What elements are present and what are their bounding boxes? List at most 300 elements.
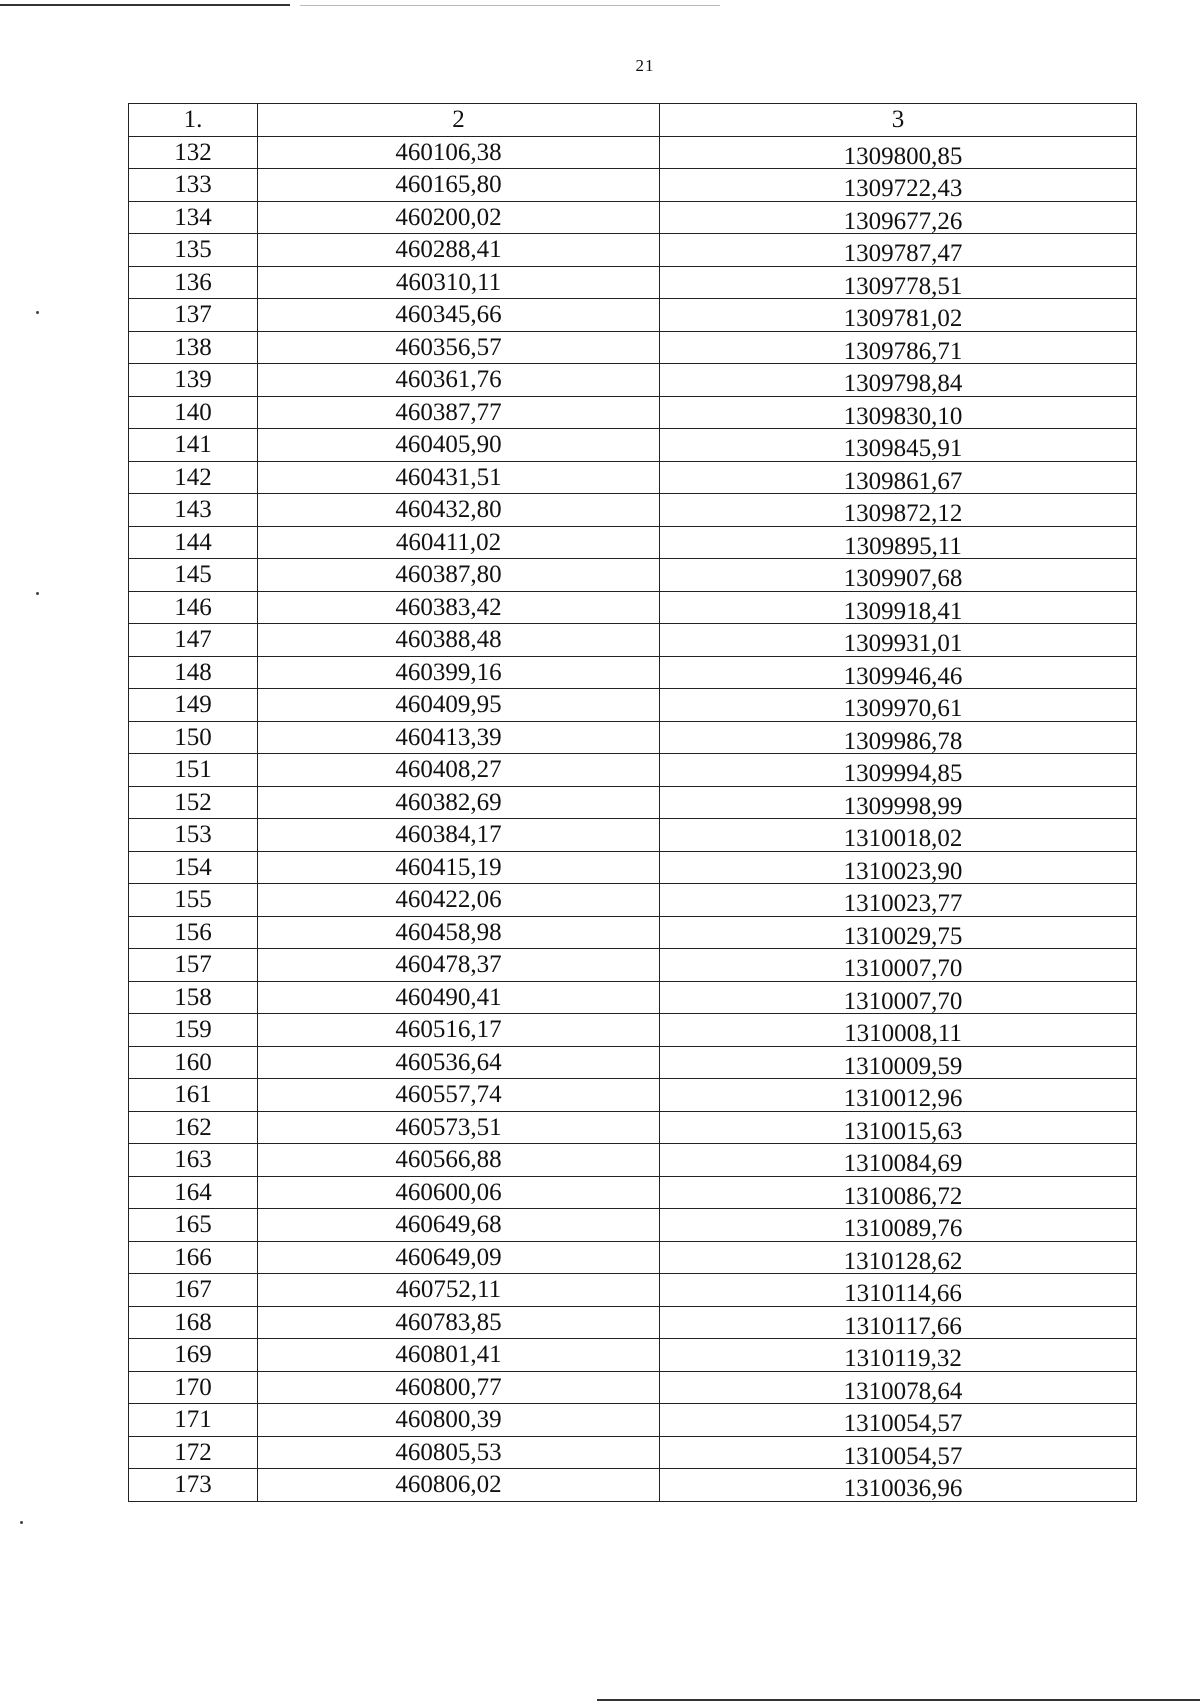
x-coordinate-cell xyxy=(258,689,660,722)
x-coordinate-text: 460384,17 xyxy=(395,821,502,849)
y-coordinate-cell xyxy=(660,234,1137,267)
y-coordinate-cell xyxy=(660,1306,1137,1339)
y-coordinate-cell xyxy=(660,429,1137,462)
point-number-text: 153 xyxy=(174,821,212,849)
x-coordinate-text: 460408,27 xyxy=(395,756,502,784)
table-row xyxy=(129,1241,1137,1274)
x-coordinate-cell xyxy=(258,1079,660,1112)
x-coordinate-text: 460458,98 xyxy=(395,918,502,946)
point-number-text: 136 xyxy=(174,268,212,296)
point-number-text: 162 xyxy=(174,1113,212,1141)
point-number-cell xyxy=(129,754,258,787)
table-row xyxy=(129,526,1137,559)
table-row xyxy=(129,591,1137,624)
point-number-text: 144 xyxy=(174,528,212,556)
table-row xyxy=(129,656,1137,689)
point-number-text: 143 xyxy=(174,496,212,524)
x-coordinate-cell xyxy=(258,559,660,592)
point-number-cell xyxy=(129,981,258,1014)
x-coordinate-text: 460801,41 xyxy=(395,1341,502,1369)
y-coordinate-text: 1309861,67 xyxy=(843,467,963,494)
point-number-text: 140 xyxy=(174,398,212,426)
x-coordinate-cell xyxy=(258,916,660,949)
y-coordinate-cell xyxy=(660,656,1137,689)
y-coordinate-cell xyxy=(660,559,1137,592)
point-number-text: 148 xyxy=(174,658,212,686)
x-coordinate-text: 460200,02 xyxy=(395,203,502,231)
point-number-text: 163 xyxy=(174,1146,212,1174)
point-number-cell xyxy=(129,331,258,364)
point-number-text: 133 xyxy=(174,171,212,199)
y-coordinate-text: 1309722,43 xyxy=(843,175,963,201)
x-coordinate-cell xyxy=(258,266,660,299)
x-coordinate-cell xyxy=(258,234,660,267)
point-number-text: 152 xyxy=(174,788,212,816)
x-coordinate-cell xyxy=(258,1339,660,1372)
x-coordinate-text: 460600,06 xyxy=(395,1178,502,1206)
x-coordinate-cell xyxy=(258,721,660,754)
x-coordinate-text: 460432,80 xyxy=(395,496,502,524)
table-row xyxy=(129,851,1137,884)
y-coordinate-text: 1309786,71 xyxy=(843,337,963,364)
y-coordinate-text: 1309845,91 xyxy=(843,435,963,461)
table-row xyxy=(129,916,1137,949)
y-coordinate-text: 1309798,84 xyxy=(843,370,963,396)
scan-speck xyxy=(36,592,39,595)
point-number-cell xyxy=(129,851,258,884)
table-row xyxy=(129,1371,1137,1404)
point-number-cell xyxy=(129,299,258,332)
y-coordinate-text: 1310114,66 xyxy=(844,1280,962,1306)
point-number-cell xyxy=(129,591,258,624)
point-number-cell xyxy=(129,656,258,689)
table-row xyxy=(129,136,1137,169)
point-number-cell xyxy=(129,201,258,234)
point-number-text: 160 xyxy=(174,1048,212,1076)
x-coordinate-text: 460573,51 xyxy=(395,1113,502,1141)
y-coordinate-cell xyxy=(660,981,1137,1014)
table-row xyxy=(129,1046,1137,1079)
x-coordinate-cell xyxy=(258,1306,660,1339)
y-coordinate-cell xyxy=(660,819,1137,852)
point-number-cell xyxy=(129,786,258,819)
x-coordinate-text: 460288,41 xyxy=(395,236,502,264)
x-coordinate-text: 460310,11 xyxy=(395,268,502,296)
x-coordinate-cell xyxy=(258,1371,660,1404)
y-coordinate-cell xyxy=(660,721,1137,754)
x-coordinate-cell xyxy=(258,429,660,462)
point-number-text: 169 xyxy=(174,1341,212,1369)
table-row xyxy=(129,364,1137,397)
y-coordinate-cell xyxy=(660,1339,1137,1372)
table-row xyxy=(129,721,1137,754)
point-number-text: 172 xyxy=(174,1438,212,1466)
y-coordinate-cell xyxy=(660,299,1137,332)
y-coordinate-text: 1310023,90 xyxy=(843,857,963,884)
point-number-cell xyxy=(129,429,258,462)
point-number-text: 142 xyxy=(174,463,212,491)
point-number-text: 159 xyxy=(174,1016,212,1044)
table-row xyxy=(129,396,1137,429)
x-coordinate-cell xyxy=(258,396,660,429)
y-coordinate-cell xyxy=(660,396,1137,429)
point-number-cell xyxy=(129,721,258,754)
y-coordinate-text: 1309895,11 xyxy=(844,532,962,559)
point-number-text: 164 xyxy=(174,1178,212,1206)
x-coordinate-text: 460806,02 xyxy=(395,1471,502,1499)
x-coordinate-cell xyxy=(258,1436,660,1469)
y-coordinate-cell xyxy=(660,1274,1137,1307)
x-coordinate-cell xyxy=(258,851,660,884)
y-coordinate-text: 1309781,02 xyxy=(843,305,963,331)
x-coordinate-text: 460387,80 xyxy=(395,561,502,589)
point-number-text: 170 xyxy=(174,1373,212,1401)
y-coordinate-cell xyxy=(660,1404,1137,1437)
point-number-text: 137 xyxy=(174,301,212,329)
x-coordinate-text: 460800,39 xyxy=(395,1406,502,1434)
point-number-text: 157 xyxy=(174,951,212,979)
table-row xyxy=(129,819,1137,852)
x-coordinate-cell xyxy=(258,591,660,624)
y-coordinate-cell xyxy=(660,1371,1137,1404)
x-coordinate-text: 460478,37 xyxy=(395,951,502,979)
y-coordinate-text: 1310023,77 xyxy=(843,890,963,916)
y-coordinate-cell xyxy=(660,851,1137,884)
table-body xyxy=(129,104,1137,1502)
x-coordinate-cell xyxy=(258,1176,660,1209)
y-coordinate-cell xyxy=(660,591,1137,624)
y-coordinate-cell xyxy=(660,136,1137,169)
point-number-cell xyxy=(129,1209,258,1242)
y-coordinate-text: 1309677,26 xyxy=(843,207,963,234)
x-coordinate-cell xyxy=(258,1404,660,1437)
y-coordinate-text: 1310007,70 xyxy=(843,987,963,1014)
point-number-cell xyxy=(129,234,258,267)
y-coordinate-text: 1310007,70 xyxy=(843,955,963,981)
y-coordinate-text: 1310018,02 xyxy=(843,825,963,851)
table-row xyxy=(129,234,1137,267)
x-coordinate-cell xyxy=(258,1144,660,1177)
x-coordinate-text: 460800,77 xyxy=(395,1373,502,1401)
scan-speck xyxy=(36,311,39,314)
coordinates-table xyxy=(128,103,1137,1502)
x-coordinate-text: 460783,85 xyxy=(395,1308,502,1336)
x-coordinate-text: 460388,48 xyxy=(395,626,502,654)
table-row xyxy=(129,201,1137,234)
table-row xyxy=(129,1176,1137,1209)
table-row xyxy=(129,1111,1137,1144)
x-coordinate-text: 460383,42 xyxy=(395,593,502,621)
y-coordinate-text: 1309800,85 xyxy=(843,142,963,169)
y-coordinate-text: 1309946,46 xyxy=(843,662,963,689)
x-coordinate-cell xyxy=(258,136,660,169)
y-coordinate-text: 1309931,01 xyxy=(843,630,963,656)
table-row xyxy=(129,429,1137,462)
x-coordinate-text: 460431,51 xyxy=(395,463,502,491)
table-row xyxy=(129,1469,1137,1502)
table-row xyxy=(129,1274,1137,1307)
point-number-text: 134 xyxy=(174,203,212,231)
point-number-cell xyxy=(129,1436,258,1469)
y-coordinate-text: 1310036,96 xyxy=(843,1475,963,1501)
x-coordinate-cell xyxy=(258,169,660,202)
x-coordinate-text: 460106,38 xyxy=(395,138,502,166)
y-coordinate-cell xyxy=(660,331,1137,364)
y-coordinate-cell xyxy=(660,884,1137,917)
table-row xyxy=(129,331,1137,364)
point-number-cell xyxy=(129,1339,258,1372)
point-number-cell xyxy=(129,266,258,299)
table-row xyxy=(129,981,1137,1014)
x-coordinate-text: 460422,06 xyxy=(395,886,502,914)
table-row xyxy=(129,1079,1137,1112)
point-number-text: 165 xyxy=(174,1211,212,1239)
y-coordinate-text: 1310128,62 xyxy=(843,1247,963,1274)
x-coordinate-cell xyxy=(258,786,660,819)
y-coordinate-cell xyxy=(660,1144,1137,1177)
point-number-cell xyxy=(129,689,258,722)
point-number-text: 151 xyxy=(174,756,212,784)
y-coordinate-cell xyxy=(660,1209,1137,1242)
table-row xyxy=(129,1144,1137,1177)
point-number-cell xyxy=(129,1176,258,1209)
point-number-cell xyxy=(129,1241,258,1274)
y-coordinate-text: 1310084,69 xyxy=(843,1150,963,1176)
point-number-text: 135 xyxy=(174,236,212,264)
point-number-cell xyxy=(129,1046,258,1079)
point-number-text: 173 xyxy=(174,1471,212,1499)
point-number-cell xyxy=(129,1079,258,1112)
table-row xyxy=(129,494,1137,527)
x-coordinate-text: 460165,80 xyxy=(395,171,502,199)
table-row xyxy=(129,559,1137,592)
point-number-text: 147 xyxy=(174,626,212,654)
y-coordinate-text: 1309778,51 xyxy=(843,272,963,299)
x-coordinate-cell xyxy=(258,494,660,527)
point-number-cell xyxy=(129,461,258,494)
y-coordinate-cell xyxy=(660,916,1137,949)
x-coordinate-text: 460411,02 xyxy=(395,528,502,556)
y-coordinate-cell xyxy=(660,1176,1137,1209)
x-coordinate-cell xyxy=(258,1469,660,1502)
x-coordinate-text: 460345,66 xyxy=(395,301,502,329)
point-number-text: 167 xyxy=(174,1276,212,1304)
point-number-text: 171 xyxy=(174,1406,212,1434)
point-number-cell xyxy=(129,364,258,397)
x-coordinate-text: 460387,77 xyxy=(395,398,502,426)
table-row xyxy=(129,884,1137,917)
point-number-text: 145 xyxy=(174,561,212,589)
y-coordinate-text: 1310089,76 xyxy=(843,1215,963,1241)
table-row xyxy=(129,1306,1137,1339)
x-coordinate-cell xyxy=(258,364,660,397)
y-coordinate-cell xyxy=(660,624,1137,657)
point-number-text: 168 xyxy=(174,1308,212,1336)
y-coordinate-text: 1310029,75 xyxy=(843,922,963,949)
x-coordinate-cell xyxy=(258,1209,660,1242)
point-number-cell xyxy=(129,1144,258,1177)
x-coordinate-cell xyxy=(258,461,660,494)
table-row xyxy=(129,786,1137,819)
point-number-cell xyxy=(129,559,258,592)
point-number-cell xyxy=(129,136,258,169)
y-coordinate-cell xyxy=(660,1079,1137,1112)
x-coordinate-text: 460649,09 xyxy=(395,1243,502,1271)
table-row xyxy=(129,461,1137,494)
table-row xyxy=(129,754,1137,787)
y-coordinate-cell xyxy=(660,786,1137,819)
x-coordinate-text: 460399,16 xyxy=(395,658,502,686)
point-number-cell xyxy=(129,1014,258,1047)
y-coordinate-cell xyxy=(660,526,1137,559)
y-coordinate-cell xyxy=(660,1046,1137,1079)
y-coordinate-cell xyxy=(660,364,1137,397)
x-coordinate-text: 460557,74 xyxy=(395,1081,502,1109)
x-coordinate-cell xyxy=(258,754,660,787)
x-coordinate-text: 460805,53 xyxy=(395,1438,502,1466)
point-number-text: 154 xyxy=(174,853,212,881)
y-coordinate-text: 1309986,78 xyxy=(843,727,963,754)
table-row xyxy=(129,299,1137,332)
y-coordinate-text: 1310015,63 xyxy=(843,1117,963,1144)
point-number-text: 132 xyxy=(174,138,212,166)
x-coordinate-cell xyxy=(258,981,660,1014)
x-coordinate-cell xyxy=(258,331,660,364)
table-row xyxy=(129,689,1137,722)
y-coordinate-cell xyxy=(660,1111,1137,1144)
y-coordinate-text: 1310086,72 xyxy=(843,1182,963,1209)
table-row xyxy=(129,1404,1137,1437)
x-coordinate-cell xyxy=(258,1046,660,1079)
x-coordinate-text: 460536,64 xyxy=(395,1048,502,1076)
x-coordinate-text: 460490,41 xyxy=(395,983,502,1011)
x-coordinate-text: 460649,68 xyxy=(395,1211,502,1239)
y-coordinate-cell xyxy=(660,949,1137,982)
y-coordinate-text: 1309787,47 xyxy=(843,240,963,266)
point-number-cell xyxy=(129,1306,258,1339)
x-coordinate-cell xyxy=(258,884,660,917)
y-coordinate-text: 1309830,10 xyxy=(843,402,963,429)
top-rule-faint xyxy=(300,5,720,6)
y-coordinate-cell xyxy=(660,1014,1137,1047)
x-coordinate-cell xyxy=(258,201,660,234)
table-row xyxy=(129,624,1137,657)
point-number-cell xyxy=(129,916,258,949)
y-coordinate-text: 1310008,11 xyxy=(844,1020,962,1046)
point-number-cell xyxy=(129,819,258,852)
page-number: 21 xyxy=(635,56,655,75)
x-coordinate-text: 460566,88 xyxy=(395,1146,502,1174)
x-coordinate-cell xyxy=(258,656,660,689)
point-number-cell xyxy=(129,624,258,657)
point-number-text: 161 xyxy=(174,1081,212,1109)
point-number-cell xyxy=(129,1371,258,1404)
x-coordinate-cell xyxy=(258,949,660,982)
x-coordinate-cell xyxy=(258,1014,660,1047)
header-col-2: 2 xyxy=(258,104,660,137)
x-coordinate-text: 460361,76 xyxy=(395,366,502,394)
y-coordinate-text: 1309998,99 xyxy=(843,792,963,819)
point-number-cell xyxy=(129,396,258,429)
y-coordinate-text: 1309918,41 xyxy=(843,597,963,624)
point-number-text: 155 xyxy=(174,886,212,914)
point-number-text: 146 xyxy=(174,593,212,621)
x-coordinate-cell xyxy=(258,1274,660,1307)
point-number-text: 150 xyxy=(174,723,212,751)
y-coordinate-cell xyxy=(660,1436,1137,1469)
table-row xyxy=(129,949,1137,982)
y-coordinate-text: 1309907,68 xyxy=(843,565,963,591)
table-row xyxy=(129,266,1137,299)
y-coordinate-text: 1310119,32 xyxy=(844,1345,962,1371)
x-coordinate-text: 460382,69 xyxy=(395,788,502,816)
y-coordinate-cell xyxy=(660,461,1137,494)
x-coordinate-text: 460415,19 xyxy=(395,853,502,881)
y-coordinate-text: 1309872,12 xyxy=(843,500,963,526)
x-coordinate-cell xyxy=(258,1111,660,1144)
y-coordinate-text: 1310012,96 xyxy=(843,1085,963,1111)
table-row xyxy=(129,1436,1137,1469)
y-coordinate-cell xyxy=(660,169,1137,202)
x-coordinate-text: 460405,90 xyxy=(395,431,502,459)
point-number-cell xyxy=(129,169,258,202)
point-number-text: 166 xyxy=(174,1243,212,1271)
x-coordinate-cell xyxy=(258,819,660,852)
table-row xyxy=(129,1014,1137,1047)
point-number-cell xyxy=(129,1274,258,1307)
x-coordinate-cell xyxy=(258,526,660,559)
y-coordinate-text: 1310078,64 xyxy=(843,1377,963,1404)
top-rule xyxy=(0,4,290,6)
y-coordinate-cell xyxy=(660,1469,1137,1502)
point-number-text: 139 xyxy=(174,366,212,394)
y-coordinate-text: 1310117,66 xyxy=(844,1312,962,1339)
bottom-rule xyxy=(597,1699,1200,1701)
y-coordinate-cell xyxy=(660,201,1137,234)
y-coordinate-text: 1310054,57 xyxy=(843,1442,963,1469)
y-coordinate-text: 1310054,57 xyxy=(843,1410,963,1436)
y-coordinate-cell xyxy=(660,494,1137,527)
y-coordinate-cell xyxy=(660,754,1137,787)
x-coordinate-text: 460413,39 xyxy=(395,723,502,751)
scan-speck xyxy=(20,1521,23,1524)
table-row xyxy=(129,1339,1137,1372)
y-coordinate-text: 1309970,61 xyxy=(843,695,963,721)
x-coordinate-text: 460356,57 xyxy=(395,333,502,361)
x-coordinate-cell xyxy=(258,624,660,657)
point-number-text: 138 xyxy=(174,333,212,361)
header-col-1: 1. xyxy=(129,104,258,137)
table-row xyxy=(129,169,1137,202)
point-number-cell xyxy=(129,526,258,559)
y-coordinate-text: 1309994,85 xyxy=(843,760,963,786)
y-coordinate-cell xyxy=(660,266,1137,299)
point-number-text: 156 xyxy=(174,918,212,946)
x-coordinate-cell xyxy=(258,1241,660,1274)
point-number-text: 149 xyxy=(174,691,212,719)
point-number-cell xyxy=(129,494,258,527)
x-coordinate-text: 460516,17 xyxy=(395,1016,502,1044)
header-col-3: 3 xyxy=(660,104,1137,137)
x-coordinate-text: 460409,95 xyxy=(395,691,502,719)
point-number-cell xyxy=(129,949,258,982)
table-row xyxy=(129,1209,1137,1242)
point-number-text: 158 xyxy=(174,983,212,1011)
point-number-cell xyxy=(129,1111,258,1144)
x-coordinate-text: 460752,11 xyxy=(395,1276,502,1304)
y-coordinate-cell xyxy=(660,689,1137,722)
point-number-cell xyxy=(129,1404,258,1437)
